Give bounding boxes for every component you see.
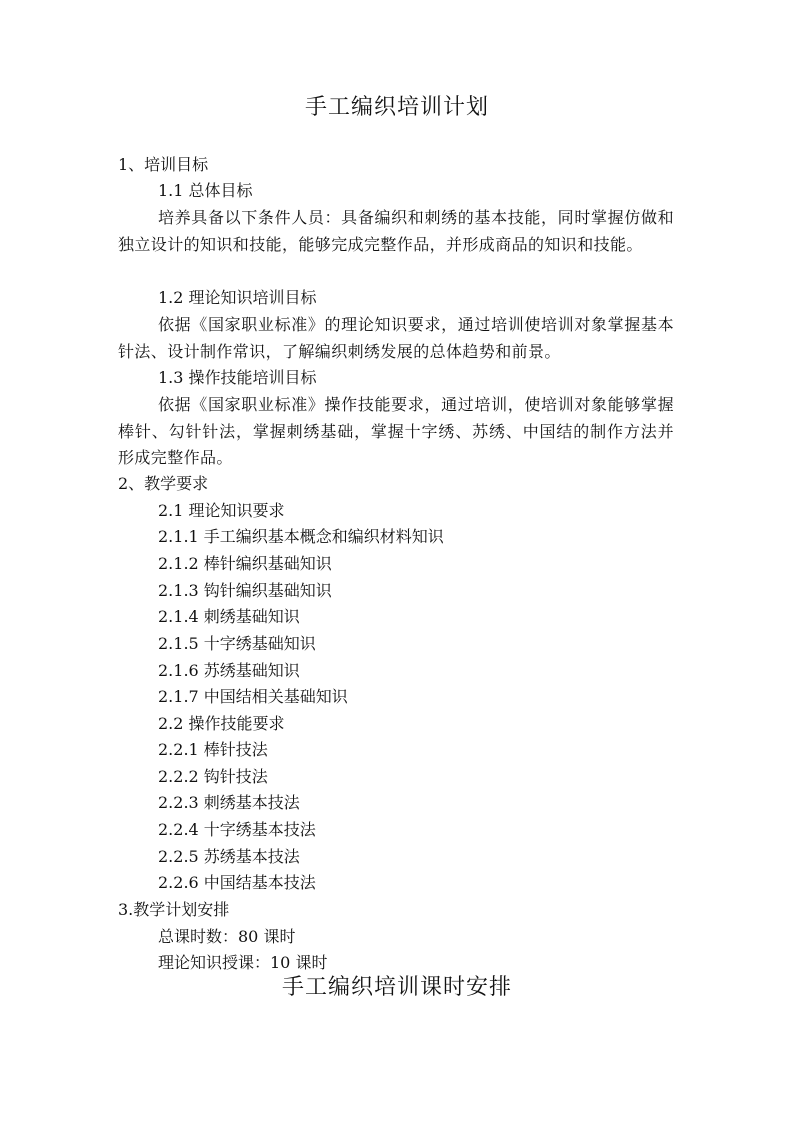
section-1-1-heading: 1.1 总体目标 [158, 181, 253, 200]
list-item: 2.2.2 钩针技法 [158, 767, 268, 786]
list-item: 2.2.5 苏绣基本技法 [158, 847, 300, 866]
list-item: 2.2.4 十字绣基本技法 [158, 820, 316, 839]
section-1-3-paragraph: 依据《国家职业标准》操作技能要求，通过培训，使培训对象能够掌握棒针、勾针针法，掌握刺绣基础，掌握十字绣、苏绣、中国结的制作方法并形成完整作品。 [118, 395, 674, 467]
section-1-2-heading: 1.2 理论知识培训目标 [158, 288, 317, 307]
list-item: 2.1.6 苏绣基础知识 [158, 661, 300, 680]
section-2-heading: 2、教学要求 [118, 474, 209, 493]
list-item: 2.1.1 手工编织基本概念和编织材料知识 [158, 527, 444, 546]
list-item: 2.1.2 棒针编织基础知识 [158, 554, 332, 573]
section-1-3-heading: 1.3 操作技能培训目标 [158, 368, 317, 387]
list-item: 2.1.5 十字绣基础知识 [158, 634, 316, 653]
list-item: 2.2.3 刺绣基本技法 [158, 793, 300, 812]
schedule-title: 手工编织培训课时安排 [281, 975, 512, 1000]
section-2-1-heading: 2.1 理论知识要求 [158, 501, 285, 520]
section-2-2-heading: 2.2 操作技能要求 [158, 714, 285, 733]
section-1-heading: 1、培训目标 [118, 155, 209, 174]
total-hours-line: 总课时数：80 课时 [158, 927, 296, 946]
list-item: 2.2.1 棒针技法 [158, 740, 268, 759]
section-3-heading: 3.教学计划安排 [118, 900, 230, 919]
list-item: 2.1.4 刺绣基础知识 [158, 607, 300, 626]
section-1-1-paragraph: 培养具备以下条件人员：具备编织和刺绣的基本技能，同时掌握仿做和独立设计的知识和技能，能够完成完整作品，并形成商品的知识和技能。 [118, 208, 674, 254]
list-item: 2.2.6 中国结基本技法 [158, 873, 316, 892]
document-title: 手工编织培训计划 [304, 95, 489, 120]
list-item: 2.1.3 钩针编织基础知识 [158, 581, 332, 600]
list-item: 2.1.7 中国结相关基础知识 [158, 687, 348, 706]
theory-hours-line: 理论知识授课：10 课时 [158, 953, 328, 972]
section-1-2-paragraph: 依据《国家职业标准》的理论知识要求，通过培训使培训对象掌握基本针法、设计制作常识，了解编织刺绣发展的总体趋势和前景。 [118, 315, 674, 361]
